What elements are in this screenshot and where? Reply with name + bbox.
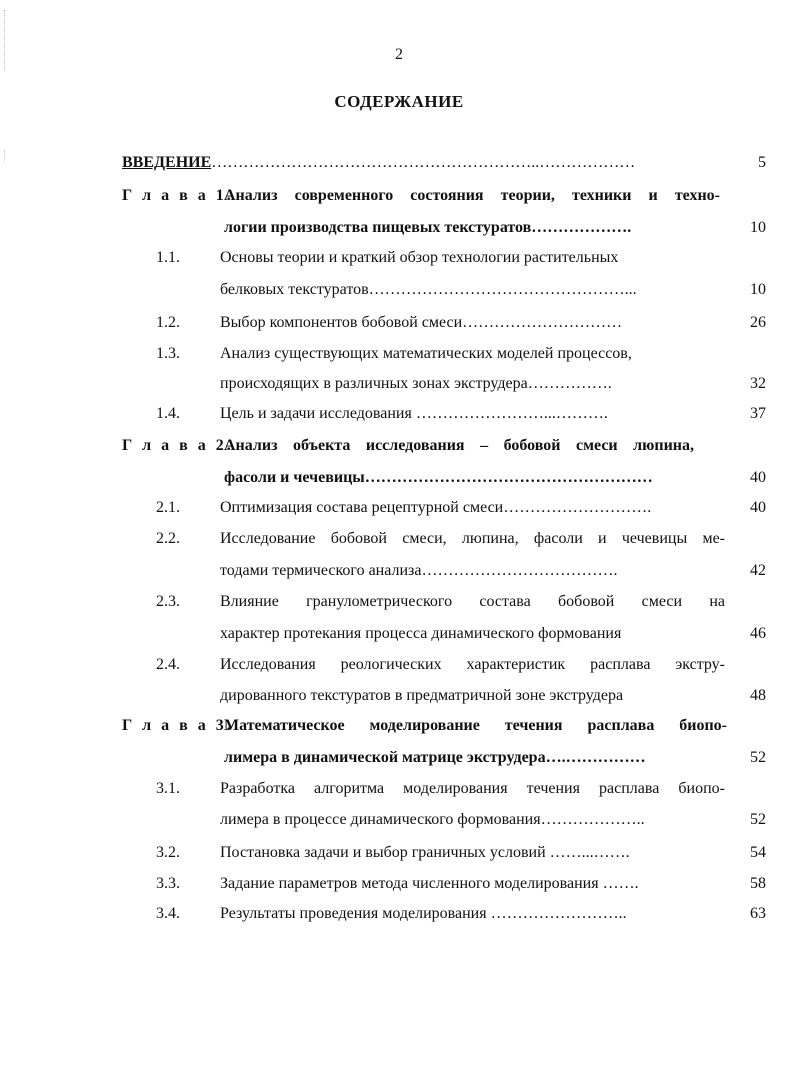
section-number: 1.1. xyxy=(156,249,180,266)
toc-page-number: 52 xyxy=(750,749,766,766)
toc-page-number: 58 xyxy=(750,875,766,892)
scan-artifact xyxy=(4,10,11,70)
toc-page-number: 63 xyxy=(750,905,766,922)
toc-section-1-3-line1[interactable]: Анализ существующих математических моделей процессов, xyxy=(220,345,632,362)
toc-section-2-4-line1[interactable] xyxy=(220,655,725,675)
toc-entry-text: Анализ современного состояния теории, техники и техно- xyxy=(224,187,720,204)
chapter-prefix: Г л а в а 2. xyxy=(122,437,234,454)
toc-page-number: 52 xyxy=(750,811,766,828)
page-number: 2 xyxy=(395,46,403,63)
scan-artifact xyxy=(4,150,7,162)
section-number: 3.4. xyxy=(156,905,180,922)
toc-leader-dots: ……………………………………………………..……………… xyxy=(211,154,636,171)
toc-section-1-1-line2[interactable]: белковых текстуратов…………………………………………... xyxy=(220,281,637,298)
toc-page-number: 32 xyxy=(750,375,766,392)
toc-page-number: 46 xyxy=(750,625,766,642)
toc-page-number: 37 xyxy=(750,405,766,422)
page-title: СОДЕРЖАНИЕ xyxy=(334,92,464,111)
toc-page-number: 42 xyxy=(750,562,766,579)
toc-page-number: 10 xyxy=(750,219,766,236)
toc-section-2-3-line2[interactable]: характер протекания процесса динамического формования xyxy=(220,625,622,642)
toc-entry-label: ВВЕДЕНИЕ xyxy=(122,154,212,171)
section-number: 3.3. xyxy=(156,875,180,892)
toc-section-1-1-line1[interactable]: Основы теории и краткий обзор технологии растительных xyxy=(220,249,619,266)
section-number: 3.1. xyxy=(156,780,180,797)
toc-entry-text: Математическое моделирование течения расплава биопо- xyxy=(224,717,727,734)
section-number: 1.3. xyxy=(156,345,180,362)
toc-section-3-3[interactable]: Задание параметров метода численного моделирования ……. xyxy=(220,875,639,892)
section-number: 3.2. xyxy=(156,844,180,861)
toc-chapter-1-line1[interactable] xyxy=(224,186,720,206)
toc-entry-text: Исследования реологических характеристик расплава экстру- xyxy=(220,656,725,673)
toc-section-3-4[interactable]: Результаты проведения моделирования …………………….. xyxy=(220,905,627,922)
toc-entry-text: Анализ объекта исследования – бобовой смеси люпина, xyxy=(224,437,694,454)
toc-section-1-3-line2[interactable]: происходящих в различных зонах экструдера……………. xyxy=(220,375,612,392)
toc-entry-text: Разработка алгоритма моделирования течения расплава биопо- xyxy=(220,780,725,797)
section-number: 2.4. xyxy=(156,656,180,673)
toc-section-3-1-line2[interactable]: лимера в процессе динамического формования……………….. xyxy=(220,811,645,828)
toc-chapter-3-line2[interactable]: лимера в динамической матрице экструдера….…………… xyxy=(224,749,646,766)
toc-page-number: 26 xyxy=(750,314,766,331)
toc-section-2-2-line1[interactable] xyxy=(220,529,725,549)
toc-section-2-1[interactable]: Оптимизация состава рецептурной смеси………………………. xyxy=(220,499,652,516)
toc-section-2-2-line2[interactable]: тодами термического анализа………………………………. xyxy=(220,562,618,579)
toc-page-number: 54 xyxy=(750,844,766,861)
section-number: 1.2. xyxy=(156,314,180,331)
toc-section-2-3-line1[interactable] xyxy=(220,592,725,612)
toc-chapter-1-line2[interactable]: логии производства пищевых текстуратов………………. xyxy=(224,219,632,236)
toc-chapter-2-line1[interactable] xyxy=(224,436,694,456)
chapter-prefix: Г л а в а 3. xyxy=(122,717,234,734)
section-number: 2.2. xyxy=(156,530,180,547)
toc-section-3-2[interactable]: Постановка задачи и выбор граничных условий ……...……. xyxy=(220,844,630,861)
toc-entry-intro[interactable] xyxy=(122,153,727,173)
toc-entry-text: Исследование бобовой смеси, люпина, фасоли и чечевицы ме- xyxy=(220,530,725,547)
toc-chapter-2-line2[interactable]: фасоли и чечевицы……………………………………………… xyxy=(224,469,653,486)
toc-chapter-3-line1[interactable] xyxy=(224,716,727,736)
toc-section-3-1-line1[interactable] xyxy=(220,779,725,799)
toc-section-2-4-line2[interactable]: дированного текстуратов в предматричной зоне экструдера xyxy=(220,687,624,704)
section-number: 2.1. xyxy=(156,499,180,516)
toc-page-number: 10 xyxy=(750,281,766,298)
toc-section-1-2[interactable]: Выбор компонентов бобовой смеси………………………… xyxy=(220,314,623,331)
chapter-prefix: Г л а в а 1. xyxy=(122,187,234,204)
toc-section-1-4[interactable]: Цель и задачи исследования ……………………...………. xyxy=(220,405,608,422)
toc-page-number: 40 xyxy=(750,499,766,516)
section-number: 1.4. xyxy=(156,405,180,422)
section-number: 2.3. xyxy=(156,593,180,610)
toc-page-number: 48 xyxy=(750,687,766,704)
toc-page-number: 40 xyxy=(750,469,766,486)
toc-page-number: 5 xyxy=(758,154,766,171)
toc-entry-text: Влияние гранулометрического состава бобовой смеси на xyxy=(220,593,725,610)
